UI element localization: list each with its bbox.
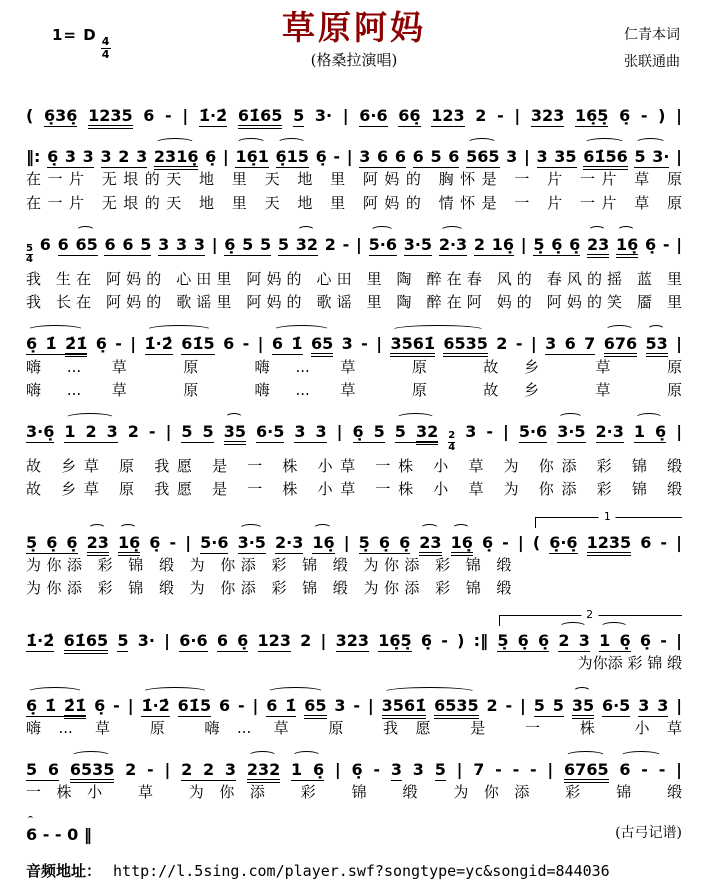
notes-line: 3·6̣ 1 2 3 2 - | 5 5 35 6·5 3 3 | 6̣ 5 5 32 $\frac{2}{4}$ 3 - | 5·6 3·5 2·3 1 6̣ | (26, 422, 683, 453)
key-text: 1= D (52, 26, 97, 44)
notes-line: ( 6̣36̣ 1235 6 - | 1̇·2̇ 61̇65 5 3· | 6·6 66̣ 123 2 - | 323 16̣5̣ 6̣ - ) | (26, 92, 682, 125)
performer: (格桑拉演唱) (310, 51, 398, 70)
notes-line: $\frac{5}{4}$ 6 6 65 6 6 5 3 3 3 | 6̣ 5 5 5 32 2 - | 5·6 3·5 2·3 2 16̣ | 5̣ 6̣ 6̣ 23 16̣ 6̣ - | (26, 234, 683, 266)
lyrics-line: 故 乡草 原 我愿 是 一 株 小草 一株 小 草 为 你添 彩 锦 缎 (26, 457, 682, 476)
system (26, 221, 682, 313)
key-signature (52, 26, 111, 60)
notes-line: 1̇·2̇ 61̇65 5 3· | 6·6 6 6̣ 123 2 | 323 16̣5̣ 6̣ - ) :‖ 5̣ 6̣ 6̣ 2 3 1 6̣ 6̣ - | 2 (26, 606, 682, 650)
lyrics-line: 嗨... 草 原 嗨... 草 原 我愿 是 一 株 小草 (26, 718, 682, 737)
lyrics-line: 为你添 彩 锦 缎 (577, 654, 682, 673)
score-systems (26, 92, 682, 844)
volta-bracket: ( 6̣·6̣ 1235 6 - | 1 (533, 533, 682, 552)
lyrics-line: 在一片 无垠的天 地 里 天 地 里 阿妈的 胸怀是 一 片 一片 草 原 (26, 170, 682, 189)
time-signature-change: $\frac{5}{4}$ (26, 242, 33, 266)
song-title: 草原阿妈 (282, 8, 426, 47)
lyrics-line: 我 生在 阿妈的 心田里 阿妈的 心田 里 陶 醉在春 风的 春风的摇 蓝 里 (26, 269, 682, 288)
audio-address-label: 音频地址： (26, 861, 102, 880)
footer (26, 860, 682, 881)
system (26, 682, 682, 738)
system (26, 408, 682, 500)
system (26, 320, 682, 400)
lyrics-line: 我 长在 阿妈的 歌谣里 阿妈的 歌谣 里 陶 醉在阿 妈的 阿妈的笑 靥 里 (26, 293, 682, 312)
notes-line: 6 - - 0 ‖ (26, 824, 92, 844)
notes-line: ‖: 6̣ 3 3 3 2 3 2316̣ 6̣ | 16̣1 6̣15 6̣ - | 3 6 6 6 5 6 565 3 | 3 35 61̇56 5 3· | (26, 133, 682, 166)
system (26, 746, 682, 802)
lyricist-credit: 仁青本词 (624, 27, 680, 43)
lyrics-line: 为你添 彩 锦 缎 为 你添 彩 锦 缎 为你添 彩 锦 缎 (26, 555, 512, 574)
time-signature-change: $\frac{2}{4}$ (448, 430, 456, 453)
system (26, 508, 682, 599)
lyrics-line: 故 乡草 原 我愿 是 一 株 小草 一株 小 草 为 你添 彩 锦 缎 (26, 480, 682, 499)
system (26, 606, 682, 673)
notes-line: 6̣ 1̇ 2̇1̇ 6̣ - | 1̇·2̇ 61̇5 6 - | 6 1̇ 65 3 - | 3561̇ 6535 2 - | 3 6 7 676 53 | (26, 320, 682, 353)
credits (624, 22, 680, 75)
header (26, 10, 682, 92)
lyrics-line: 嗨... 草 原 嗨... 草 原 故乡 草 原 (26, 357, 682, 376)
volta-bracket: 5̣ 6̣ 6̣ 2 3 1 6̣ 6̣ - | 2 (497, 631, 682, 650)
system (26, 811, 682, 844)
time-signature: $\frac{4}{4}$ (101, 35, 111, 61)
system (26, 92, 682, 125)
lyrics-line: 为你添 彩 锦 缎 为 你添 彩 锦 缎 为你添 彩 锦 缎 (26, 579, 512, 597)
lyrics-line: 嗨... 草 原 嗨... 草 原 故乡 草 原 (26, 380, 682, 399)
notes-line: 5 6 6535 2 - | 2 2 3 232 1 6̣ | 6̣ - 3 3 5 | 7 - - - | 6765 6 - - | (26, 746, 682, 779)
audio-url: http://l.5sing.com/player.swf?songtype=yc&songid=844036 (113, 861, 610, 880)
notation-credit: (古弓记谱) (615, 824, 682, 841)
notes-line: 6̣ 1̇ 2̇1̇ 6̣ - | 1̇·2̇ 61̇5 6 - | 6 1̇ 65 3 - | 3561̇ 6535 2 - | 5 5 35 6·5 3 3 | (26, 682, 682, 715)
composer-credit: 张联通曲 (624, 53, 680, 70)
notes-line: 5̣ 6̣ 6̣ 23 16̣ 6̣ - | 5·6 3·5 2·3 16̣ | 5̣ 6̣ 6̣ 23 16̣ 6̣ - | ( 6̣·6̣ 1235 6 - | 1 (26, 508, 682, 552)
lyrics-line: 一株小 草 为你添 彩 锦 缎 为你添 彩 锦 缎 (26, 783, 682, 802)
lyrics-line: 在一片 无垠的天 地 里 天 地 里 阿妈的 情怀是 一 片 一片 草 原 (26, 193, 682, 212)
system (26, 133, 682, 213)
